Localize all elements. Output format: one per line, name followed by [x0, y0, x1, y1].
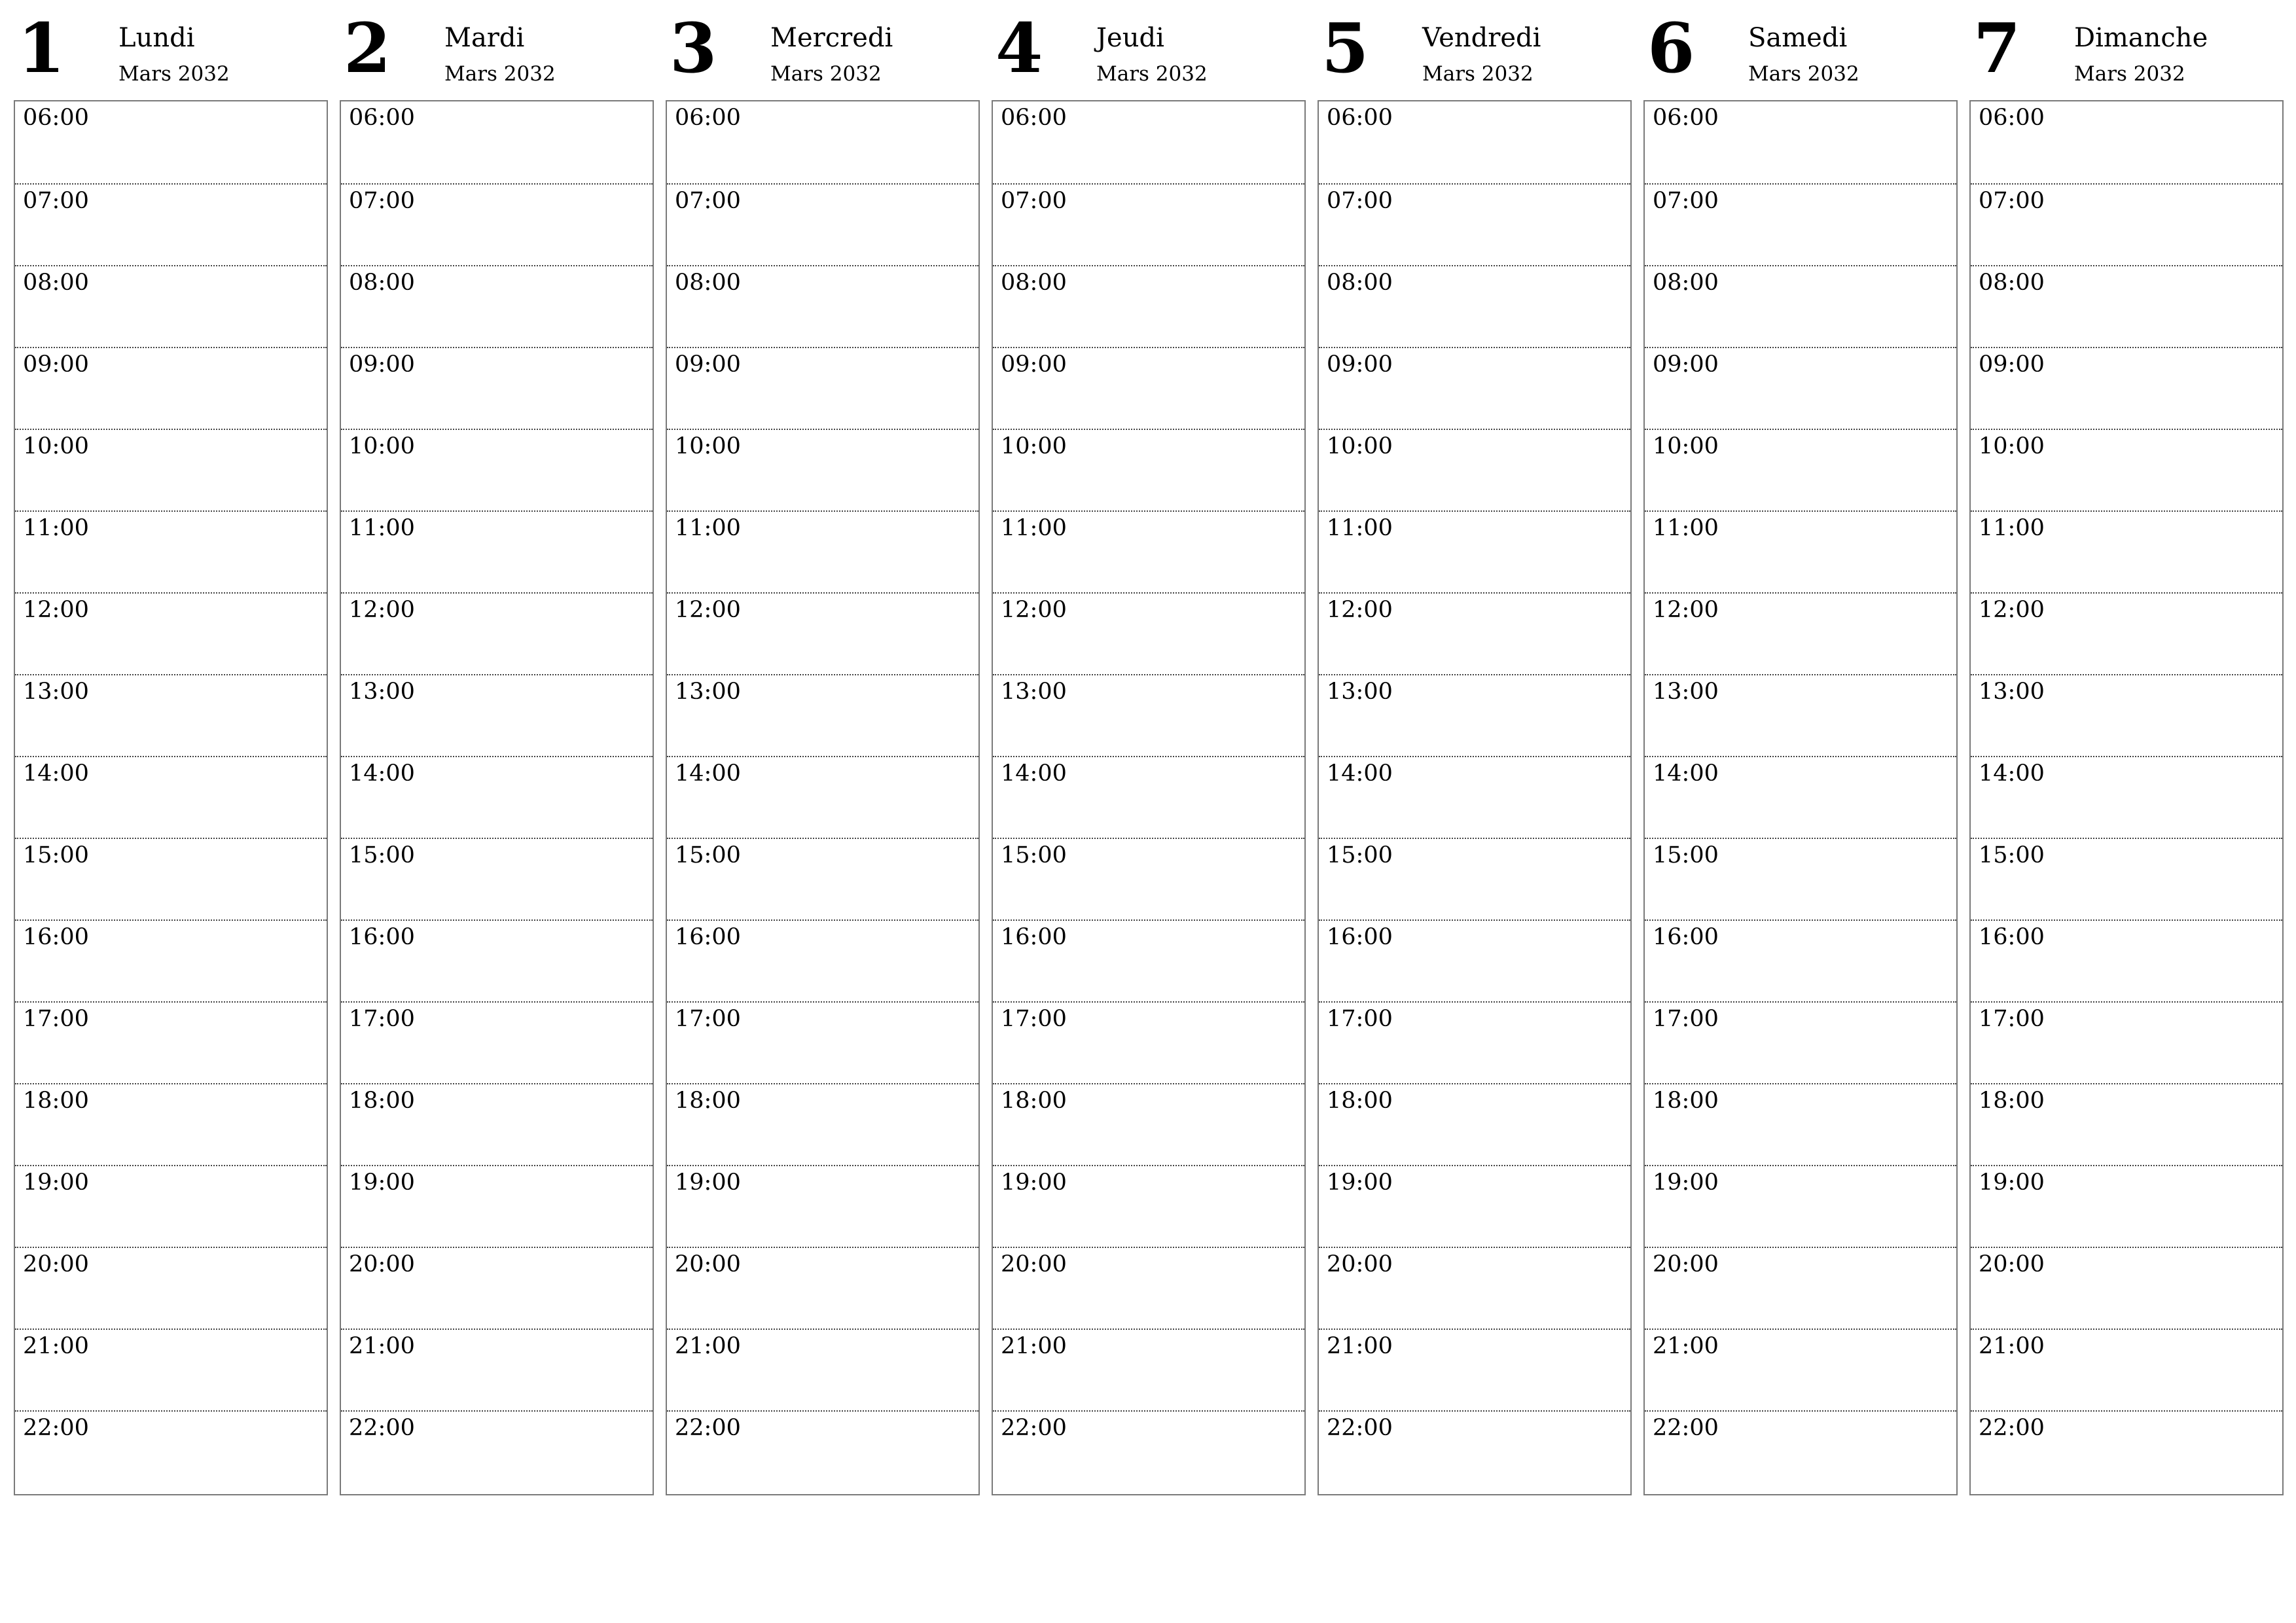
hour-label: 06:00	[1327, 105, 1393, 131]
hour-label: 10:00	[349, 433, 415, 459]
day-name: Mardi	[444, 23, 525, 53]
hour-slot	[993, 347, 1304, 429]
day-name: Vendredi	[1422, 23, 1541, 53]
hour-slot	[1319, 919, 1630, 1001]
hour-label: 20:00	[1979, 1251, 2045, 1277]
hour-slot	[1971, 1410, 2282, 1492]
hour-slot	[1319, 265, 1630, 347]
day-name: Jeudi	[1096, 23, 1164, 53]
hour-slot	[1645, 429, 1956, 510]
hour-label: 13:00	[349, 679, 415, 705]
hour-label: 16:00	[349, 924, 415, 950]
hour-slot	[341, 1001, 653, 1083]
hour-label: 16:00	[1979, 924, 2045, 950]
day-column	[1318, 0, 1632, 1441]
hour-label: 13:00	[675, 679, 741, 705]
hour-label: 18:00	[1001, 1088, 1067, 1114]
day-month-year: Mars 2032	[2074, 62, 2185, 86]
hour-label: 13:00	[1327, 679, 1393, 705]
hour-slot	[15, 592, 327, 674]
hour-slot	[1971, 838, 2282, 919]
hour-slot	[15, 429, 327, 510]
hour-label: 09:00	[1327, 351, 1393, 378]
hour-slot	[993, 1083, 1304, 1165]
day-column	[340, 0, 654, 1441]
hour-label: 09:00	[1979, 351, 2045, 378]
hour-label: 10:00	[23, 433, 89, 459]
hour-slot	[15, 1410, 327, 1492]
hour-label: 22:00	[675, 1415, 741, 1441]
day-schedule-box	[1969, 100, 2284, 1495]
hour-label: 22:00	[1327, 1415, 1393, 1441]
hour-slot	[993, 674, 1304, 756]
hour-slot	[15, 1329, 327, 1410]
hour-slot	[341, 183, 653, 265]
day-month-year: Mars 2032	[118, 62, 230, 86]
hour-label: 07:00	[675, 188, 741, 214]
hour-label: 20:00	[675, 1251, 741, 1277]
hour-label: 19:00	[1653, 1169, 1719, 1196]
hour-label: 10:00	[1001, 433, 1067, 459]
hour-slot	[1971, 347, 2282, 429]
day-header	[340, 0, 654, 100]
hour-label: 15:00	[1001, 842, 1067, 868]
hour-slot	[1971, 1165, 2282, 1247]
day-number: 1	[18, 8, 65, 88]
day-name: Lundi	[118, 23, 195, 53]
hour-slot	[15, 265, 327, 347]
hour-label: 15:00	[1327, 842, 1393, 868]
hour-slot	[1319, 429, 1630, 510]
hour-slot	[1971, 265, 2282, 347]
hour-label: 11:00	[1327, 515, 1393, 541]
hour-slot	[341, 756, 653, 838]
hour-slot	[341, 101, 653, 183]
hour-label: 18:00	[349, 1088, 415, 1114]
hour-label: 11:00	[675, 515, 741, 541]
hour-slot	[667, 429, 978, 510]
hour-slot	[993, 429, 1304, 510]
hour-slot	[1319, 1329, 1630, 1410]
hour-slot	[667, 1329, 978, 1410]
hour-label: 08:00	[675, 270, 741, 296]
hour-slot	[1971, 429, 2282, 510]
hour-slot	[993, 183, 1304, 265]
hour-slot	[15, 101, 327, 183]
hour-slot	[667, 756, 978, 838]
hour-slot	[1319, 1083, 1630, 1165]
hour-label: 22:00	[1979, 1415, 2045, 1441]
hour-label: 14:00	[23, 760, 89, 787]
hour-label: 17:00	[1979, 1006, 2045, 1032]
hour-slot	[15, 674, 327, 756]
hour-slot	[1971, 756, 2282, 838]
hour-label: 12:00	[1979, 597, 2045, 623]
hour-label: 14:00	[675, 760, 741, 787]
hour-label: 06:00	[1979, 105, 2045, 131]
hour-slot	[667, 101, 978, 183]
hour-slot	[1645, 265, 1956, 347]
hour-label: 17:00	[349, 1006, 415, 1032]
hour-label: 20:00	[1001, 1251, 1067, 1277]
hour-label: 11:00	[1979, 515, 2045, 541]
hour-label: 14:00	[1653, 760, 1719, 787]
hour-label: 21:00	[1327, 1333, 1393, 1359]
hour-label: 06:00	[1001, 105, 1067, 131]
day-month-year: Mars 2032	[1096, 62, 1208, 86]
hour-label: 19:00	[23, 1169, 89, 1196]
hour-slot	[1319, 674, 1630, 756]
hour-slot	[341, 1410, 653, 1492]
hour-label: 17:00	[1001, 1006, 1067, 1032]
hour-slot	[993, 1410, 1304, 1492]
hour-slot	[667, 1165, 978, 1247]
hour-slot	[1319, 1247, 1630, 1329]
day-column	[14, 0, 328, 1441]
hour-label: 21:00	[23, 1333, 89, 1359]
hour-label: 19:00	[1001, 1169, 1067, 1196]
hour-label: 18:00	[675, 1088, 741, 1114]
hour-slot	[1319, 1410, 1630, 1492]
hour-label: 09:00	[1001, 351, 1067, 378]
hour-label: 06:00	[1653, 105, 1719, 131]
hour-slot	[1319, 838, 1630, 919]
hour-label: 17:00	[1327, 1006, 1393, 1032]
hour-label: 21:00	[1979, 1333, 2045, 1359]
day-name: Samedi	[1748, 23, 1848, 53]
day-header	[14, 0, 328, 100]
hour-slot	[1645, 347, 1956, 429]
hour-slot	[15, 919, 327, 1001]
hour-slot	[1971, 674, 2282, 756]
hour-slot	[1319, 592, 1630, 674]
hour-label: 08:00	[1001, 270, 1067, 296]
day-number: 7	[1973, 8, 2021, 88]
hour-label: 06:00	[675, 105, 741, 131]
hour-label: 12:00	[1327, 597, 1393, 623]
hour-label: 12:00	[1001, 597, 1067, 623]
hour-label: 06:00	[23, 105, 89, 131]
hour-label: 15:00	[1653, 842, 1719, 868]
hour-label: 21:00	[1653, 1333, 1719, 1359]
hour-slot	[667, 265, 978, 347]
hour-label: 14:00	[1979, 760, 2045, 787]
day-number: 2	[344, 8, 391, 88]
hour-label: 06:00	[349, 105, 415, 131]
hour-slot	[1971, 919, 2282, 1001]
hour-label: 11:00	[23, 515, 89, 541]
hour-label: 12:00	[1653, 597, 1719, 623]
day-number: 6	[1647, 8, 1695, 88]
hour-slot	[1319, 183, 1630, 265]
hour-label: 14:00	[1327, 760, 1393, 787]
day-schedule-box	[14, 100, 328, 1495]
hour-slot	[1645, 1410, 1956, 1492]
hour-label: 07:00	[23, 188, 89, 214]
hour-slot	[15, 1247, 327, 1329]
hour-label: 17:00	[23, 1006, 89, 1032]
hour-slot	[667, 674, 978, 756]
hour-slot	[993, 1001, 1304, 1083]
hour-label: 08:00	[1653, 270, 1719, 296]
hour-slot	[993, 756, 1304, 838]
hour-slot	[993, 1165, 1304, 1247]
hour-label: 09:00	[23, 351, 89, 378]
hour-slot	[1971, 1001, 2282, 1083]
day-column	[1969, 0, 2284, 1441]
day-schedule-box	[992, 100, 1306, 1495]
hour-slot	[667, 183, 978, 265]
hour-label: 22:00	[349, 1415, 415, 1441]
hour-slot	[993, 101, 1304, 183]
hour-slot	[1319, 101, 1630, 183]
hour-slot	[15, 756, 327, 838]
hour-slot	[15, 347, 327, 429]
hour-slot	[1971, 1247, 2282, 1329]
hour-slot	[341, 1329, 653, 1410]
hour-label: 16:00	[1327, 924, 1393, 950]
hour-slot	[667, 510, 978, 592]
day-schedule-box	[666, 100, 980, 1495]
hour-slot	[1645, 838, 1956, 919]
hour-label: 10:00	[1653, 433, 1719, 459]
hour-label: 16:00	[23, 924, 89, 950]
hour-label: 07:00	[349, 188, 415, 214]
hour-label: 08:00	[23, 270, 89, 296]
hour-slot	[993, 838, 1304, 919]
hour-label: 14:00	[349, 760, 415, 787]
day-month-year: Mars 2032	[444, 62, 556, 86]
day-number: 3	[670, 8, 717, 88]
hour-label: 07:00	[1327, 188, 1393, 214]
day-schedule-box	[1318, 100, 1632, 1495]
hour-slot	[15, 1083, 327, 1165]
hour-slot	[1645, 183, 1956, 265]
hour-label: 15:00	[1979, 842, 2045, 868]
hour-slot	[15, 1001, 327, 1083]
hour-slot	[1971, 1329, 2282, 1410]
hour-label: 21:00	[675, 1333, 741, 1359]
hour-label: 12:00	[675, 597, 741, 623]
hour-slot	[667, 592, 978, 674]
hour-label: 11:00	[349, 515, 415, 541]
hour-label: 22:00	[1653, 1415, 1719, 1441]
hour-label: 14:00	[1001, 760, 1067, 787]
hour-label: 10:00	[675, 433, 741, 459]
hour-label: 19:00	[1327, 1169, 1393, 1196]
hour-slot	[1645, 1083, 1956, 1165]
hour-slot	[1971, 101, 2282, 183]
hour-slot	[1971, 1083, 2282, 1165]
hour-slot	[667, 838, 978, 919]
day-header	[1969, 0, 2284, 100]
hour-label: 22:00	[23, 1415, 89, 1441]
hour-label: 12:00	[349, 597, 415, 623]
hour-label: 09:00	[1653, 351, 1719, 378]
hour-slot	[1645, 101, 1956, 183]
hour-slot	[1645, 1001, 1956, 1083]
hour-label: 16:00	[1653, 924, 1719, 950]
hour-label: 20:00	[1653, 1251, 1719, 1277]
hour-label: 18:00	[1979, 1088, 2045, 1114]
day-number: 4	[996, 8, 1043, 88]
hour-slot	[15, 183, 327, 265]
day-name: Mercredi	[770, 23, 893, 53]
hour-label: 22:00	[1001, 1415, 1067, 1441]
hour-label: 16:00	[675, 924, 741, 950]
hour-label: 19:00	[1979, 1169, 2045, 1196]
hour-slot	[1645, 756, 1956, 838]
day-column	[1643, 0, 1958, 1441]
hour-label: 12:00	[23, 597, 89, 623]
hour-slot	[341, 674, 653, 756]
hour-slot	[341, 1083, 653, 1165]
day-column	[992, 0, 1306, 1441]
hour-slot	[341, 1165, 653, 1247]
hour-label: 20:00	[349, 1251, 415, 1277]
hour-label: 15:00	[675, 842, 741, 868]
hour-label: 17:00	[1653, 1006, 1719, 1032]
hour-label: 13:00	[1979, 679, 2045, 705]
hour-slot	[341, 429, 653, 510]
hour-slot	[1645, 592, 1956, 674]
hour-label: 13:00	[1001, 679, 1067, 705]
hour-label: 09:00	[675, 351, 741, 378]
hour-label: 11:00	[1653, 515, 1719, 541]
hour-slot	[667, 919, 978, 1001]
hour-slot	[667, 1247, 978, 1329]
hour-slot	[993, 510, 1304, 592]
hour-slot	[993, 592, 1304, 674]
hour-slot	[667, 1410, 978, 1492]
hour-label: 15:00	[23, 842, 89, 868]
hour-slot	[1645, 510, 1956, 592]
hour-label: 13:00	[1653, 679, 1719, 705]
day-header	[992, 0, 1306, 100]
day-month-year: Mars 2032	[770, 62, 882, 86]
hour-slot	[993, 1329, 1304, 1410]
day-header	[1643, 0, 1958, 100]
hour-label: 10:00	[1979, 433, 2045, 459]
day-name: Dimanche	[2074, 23, 2208, 53]
hour-slot	[1319, 1001, 1630, 1083]
hour-label: 19:00	[675, 1169, 741, 1196]
hour-slot	[1645, 1165, 1956, 1247]
hour-slot	[341, 919, 653, 1001]
hour-slot	[341, 592, 653, 674]
day-schedule-box	[340, 100, 654, 1495]
hour-slot	[341, 1247, 653, 1329]
hour-slot	[341, 510, 653, 592]
hour-label: 21:00	[1001, 1333, 1067, 1359]
hour-slot	[1971, 510, 2282, 592]
hour-slot	[15, 510, 327, 592]
hour-slot	[341, 265, 653, 347]
hour-label: 11:00	[1001, 515, 1067, 541]
hour-slot	[341, 347, 653, 429]
hour-label: 13:00	[23, 679, 89, 705]
hour-label: 10:00	[1327, 433, 1393, 459]
hour-label: 18:00	[23, 1088, 89, 1114]
hour-slot	[1645, 674, 1956, 756]
hour-slot	[993, 919, 1304, 1001]
hour-slot	[667, 1001, 978, 1083]
hour-label: 20:00	[1327, 1251, 1393, 1277]
hour-slot	[15, 838, 327, 919]
hour-slot	[1319, 756, 1630, 838]
hour-label: 17:00	[675, 1006, 741, 1032]
hour-slot	[993, 1247, 1304, 1329]
day-month-year: Mars 2032	[1422, 62, 1534, 86]
day-schedule-box	[1643, 100, 1958, 1495]
hour-slot	[15, 1165, 327, 1247]
hour-slot	[1645, 1247, 1956, 1329]
hour-slot	[341, 838, 653, 919]
hour-slot	[1319, 510, 1630, 592]
hour-label: 07:00	[1001, 188, 1067, 214]
hour-slot	[667, 1083, 978, 1165]
hour-slot	[1645, 1329, 1956, 1410]
hour-label: 07:00	[1979, 188, 2045, 214]
hour-slot	[1319, 347, 1630, 429]
day-month-year: Mars 2032	[1748, 62, 1859, 86]
hour-label: 08:00	[1979, 270, 2045, 296]
hour-slot	[1319, 1165, 1630, 1247]
hour-label: 18:00	[1327, 1088, 1393, 1114]
hour-label: 16:00	[1001, 924, 1067, 950]
day-header	[666, 0, 980, 100]
hour-slot	[667, 347, 978, 429]
hour-label: 15:00	[349, 842, 415, 868]
day-header	[1318, 0, 1632, 100]
hour-slot	[1645, 919, 1956, 1001]
hour-label: 09:00	[349, 351, 415, 378]
hour-label: 21:00	[349, 1333, 415, 1359]
day-column	[666, 0, 980, 1441]
hour-slot	[1971, 183, 2282, 265]
hour-label: 20:00	[23, 1251, 89, 1277]
hour-slot	[1971, 592, 2282, 674]
hour-label: 19:00	[349, 1169, 415, 1196]
day-number: 5	[1321, 8, 1369, 88]
hour-label: 08:00	[349, 270, 415, 296]
hour-label: 08:00	[1327, 270, 1393, 296]
hour-label: 18:00	[1653, 1088, 1719, 1114]
hour-slot	[993, 265, 1304, 347]
hour-label: 07:00	[1653, 188, 1719, 214]
